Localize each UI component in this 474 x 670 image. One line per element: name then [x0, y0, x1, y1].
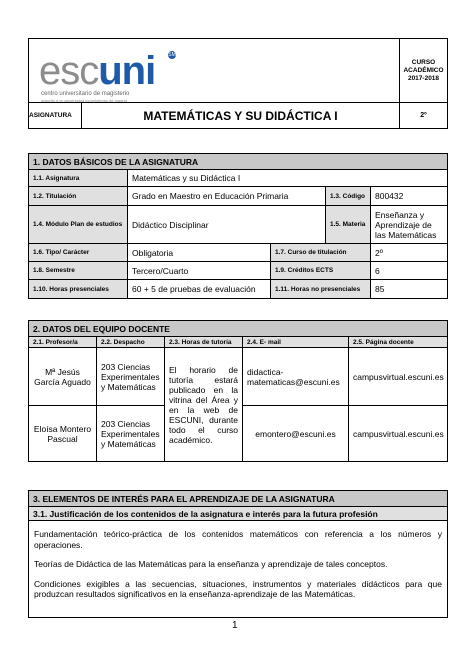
tipo-value: Obligatoria — [128, 244, 271, 262]
page-number: 1 — [232, 620, 238, 631]
col-email: 2.4. E- mail — [243, 337, 349, 348]
paragraph: Teorías de Didáctica de las Matemáticas para la enseñanza y aprendizaje de tales conceptos. — [34, 559, 388, 569]
section-2-title: 2. DATOS DEL EQUIPO DOCENTE — [29, 321, 448, 337]
pagina-value: campusvirtual.escuni.es — [349, 406, 448, 462]
materia-label: 1.5. Materia — [326, 206, 371, 244]
logo-cell — [29, 39, 400, 103]
profesor-name: Eloísa Montero Pascual — [29, 406, 97, 462]
creditos-label: 1.9. Créditos ECTS — [271, 262, 371, 280]
email-value: didactica-matematicas@escuni.es — [243, 348, 349, 406]
titulacion-value: Grado en Maestro en Educación Primaria — [128, 187, 326, 206]
curso-titulacion-label: 1.7. Curso de titulación — [271, 244, 371, 262]
asignatura-course-number: 2º — [400, 103, 448, 129]
section-1-title: 1. DATOS BÁSICOS DE LA ASIGNATURA — [29, 154, 448, 170]
datos-basicos-table — [28, 153, 448, 299]
email-value: emontero@escuni.es — [243, 406, 349, 462]
logo-subtitle-small: adscrito a la universidad complutense de madrid — [41, 98, 127, 103]
justificacion-body — [29, 521, 448, 618]
asignatura-label: ASIGNATURA — [29, 103, 82, 129]
table-row — [29, 348, 448, 406]
asignatura-title: MATEMÁTICAS Y SU DIDÁCTICA I — [82, 103, 400, 129]
logo-text-esc: esc — [39, 49, 99, 93]
col-tutoria: 2.3. Horas de tutoría — [165, 337, 243, 348]
horas-presenciales-label: 1.10. Horas presenciales — [29, 280, 128, 299]
curso-academico — [400, 39, 448, 103]
despacho-value: 203 Ciencias Experimentales y Matemáticas — [97, 406, 165, 462]
curso-year: 2017-2018 — [407, 74, 440, 82]
equipo-docente-table — [28, 320, 448, 462]
tipo-label: 1.6. Tipo/ Carácter — [29, 244, 128, 262]
codigo-label: 1.3. Código — [326, 187, 371, 206]
logo-subtitle: centro universitario de magisterio — [41, 91, 130, 97]
semestre-label: 1.8. Semestre — [29, 262, 128, 280]
curso-titulacion-value: 2º — [371, 244, 448, 262]
horas-no-presenciales-value: 85 — [371, 280, 448, 299]
tutoria-value: El horario de tutoría estará publicado en la vitrina del Área y en la web de ESCUNI, durante todo el curso académico. — [165, 348, 243, 462]
paragraph: Fundamentación teórico-práctica de los contenidos matemáticos con referencia a los números y operaciones. — [34, 529, 442, 550]
modulo-label: 1.4. Módulo Plan de estudios — [29, 206, 128, 244]
despacho-value: 203 Ciencias Experimentales y Matemáticas — [97, 348, 165, 406]
horas-no-presenciales-label: 1.11. Horas no presenciales — [271, 280, 371, 299]
semestre-value: Tercero/Cuarto — [128, 262, 271, 280]
horas-presenciales-value: 60 + 5 de pruebas de evaluación — [128, 280, 271, 299]
section-3-title: 3. ELEMENTOS DE INTERÉS PARA EL APRENDIZAJE DE LA ASIGNATURA — [29, 491, 448, 507]
academico-label: ACADÉMICO — [403, 66, 444, 74]
materia-value: Enseñanza y Aprendizaje de las Matemáticas — [371, 206, 448, 244]
titulacion-label: 1.2. Titulación — [29, 187, 128, 206]
pagina-value: campusvirtual.escuni.es — [349, 348, 448, 406]
col-pagina: 2.5. Página docente — [349, 337, 448, 348]
codigo-value: 800432 — [371, 187, 448, 206]
col-despacho: 2.2. Despacho — [97, 337, 165, 348]
escuni-logo — [39, 51, 155, 91]
col-profesor: 2.1. Profesor/a — [29, 337, 97, 348]
modulo-value: Didáctico Disciplinar — [128, 206, 326, 244]
creditos-value: 6 — [371, 262, 448, 280]
document-header — [28, 38, 448, 129]
logo-text-uni: uni — [98, 49, 156, 93]
elementos-interes-table — [28, 490, 448, 618]
asignatura-field-value: Matemáticas y su Didáctica I — [128, 170, 448, 187]
paragraph: Condiciones exigibles a las secuencias, situaciones, instrumentos y materiales didácticos para que produzcan resultados significativos en la enseñanza-aprendizaje de las Matemáticas. — [34, 578, 442, 599]
curso-label: CURSO — [411, 58, 436, 66]
logo-badge-icon: SM — [168, 52, 176, 58]
asignatura-field-label: 1.1. Asignatura — [29, 170, 128, 187]
section-3-subtitle: 3.1. Justificación de los contenidos de la asignatura e interés para la futura profesión — [29, 507, 448, 521]
profesor-name: Mª Jesús García Aguado — [29, 348, 97, 406]
